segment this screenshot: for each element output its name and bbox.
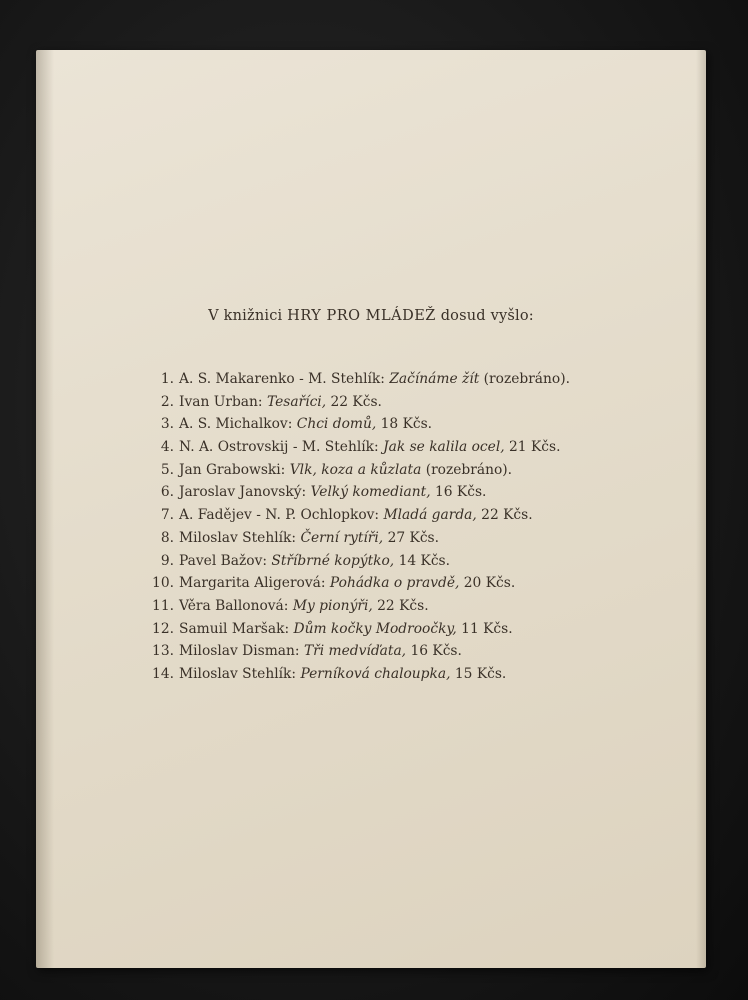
item-number: 8. [160,529,174,546]
item-authors: A. S. Michalkov: [179,416,293,433]
list-item [140,572,570,595]
list-item [140,459,570,482]
item-number: 13. [152,643,174,660]
item-number: 11. [152,597,174,614]
item-title: Jak se kalila ocel, [383,439,505,456]
book-back-cover [36,50,706,968]
item-authors: A. S. Makarenko - M. Stehlík: [179,371,385,387]
item-detail: 22 Kčs. [481,507,533,524]
list-item [140,391,570,414]
heading-prefix: V knižnici [208,308,283,324]
item-number: 5. [160,461,174,478]
item-number: 12. [152,620,174,637]
list-item [140,595,570,618]
item-title: Tři medvíďata, [303,643,407,660]
published-books-list [140,368,570,686]
item-title: Dům kočky Modroočky, [293,620,457,637]
item-title: Chci domů, [296,416,377,433]
list-item [140,436,570,459]
item-detail: 21 Kčs. [509,439,561,456]
list-item [140,618,570,641]
item-authors: Věra Ballonová: [179,597,289,614]
item-authors: Miloslav Stehlík: [179,529,297,546]
item-number: 2. [160,393,174,410]
item-number: 1. [160,371,174,387]
item-number: 9. [160,552,174,569]
item-authors: N. A. Ostrovskij - M. Stehlík: [179,439,379,456]
item-number: 14. [152,665,174,682]
item-title: Černí rytíři, [300,529,384,546]
item-detail: 27 Kčs. [387,529,440,546]
item-title: Pohádka o pravdě, [329,575,460,592]
item-detail: (rozebráno). [483,371,570,387]
item-detail: (rozebráno). [425,461,513,478]
item-authors: Jaroslav Janovský: [179,484,307,501]
item-authors: A. Fadějev - N. P. Ochlopkov: [179,507,380,524]
item-number: 6. [160,484,174,501]
item-detail: 22 Kčs. [377,597,429,614]
item-detail: 14 Kčs. [398,552,451,569]
item-detail: 18 Kčs. [380,416,433,433]
item-number: 4. [160,439,174,456]
list-item [140,640,570,663]
item-title: Velký komediant, [310,484,431,501]
item-title: Stříbrné kopýtko, [271,552,395,569]
item-authors: Pavel Bažov: [179,552,268,569]
item-number: 10. [152,575,174,592]
list-item [140,481,570,504]
item-authors: Miloslav Disman: [179,643,300,660]
item-title: My pionýři, [292,597,373,614]
item-title: Perníková chaloupka, [300,665,451,682]
series-name: HRY PRO MLÁDEŽ [287,308,436,324]
list-item [140,504,570,527]
item-title: Mladá garda, [383,507,477,524]
item-detail: 22 Kčs. [330,393,382,410]
series-heading [36,308,706,324]
heading-suffix: dosud vyšlo: [440,308,534,324]
item-authors: Ivan Urban: [179,393,263,410]
item-detail: 16 Kčs. [410,643,462,660]
list-item [140,527,570,550]
list-item [140,368,570,391]
item-authors: Samuil Maršak: [179,620,290,637]
item-number: 7. [160,507,174,524]
item-title: Začínáme žít [389,371,480,387]
item-number: 3. [160,416,174,433]
item-detail: 11 Kčs. [461,620,513,637]
item-detail: 15 Kčs. [454,665,507,682]
item-title: Tesaříci, [266,393,327,410]
list-item [140,663,570,686]
list-item [140,413,570,436]
item-authors: Margarita Aligerová: [179,575,326,592]
item-detail: 16 Kčs. [434,484,487,501]
item-authors: Miloslav Stehlík: [179,665,297,682]
item-authors: Jan Grabowski: [179,461,286,478]
list-item [140,550,570,573]
item-title: Vlk, koza a kůzlata [289,461,422,478]
item-detail: 20 Kčs. [463,575,516,592]
